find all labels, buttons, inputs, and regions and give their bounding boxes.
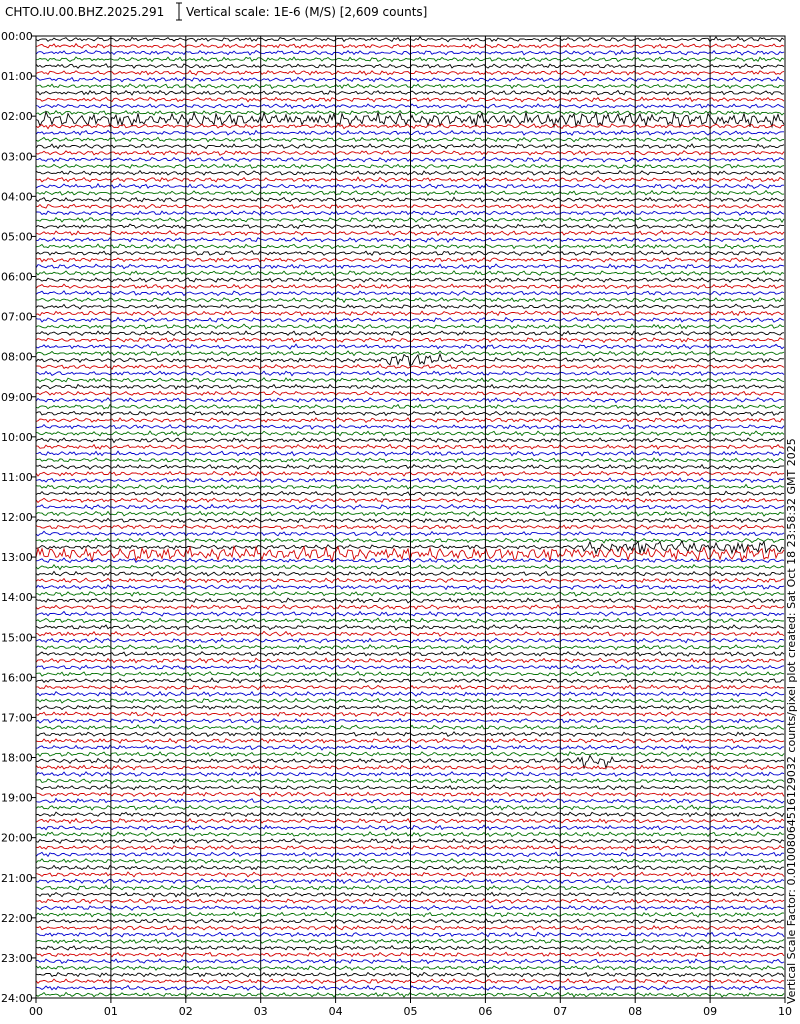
y-tick-label: 03:00 (1, 150, 33, 164)
y-tick-label: 08:00 (1, 350, 33, 364)
x-tick-label: 10 (778, 1005, 792, 1018)
y-tick-label: 19:00 (1, 791, 33, 805)
x-tick-label: 07 (553, 1005, 568, 1018)
y-tick-label: 06:00 (1, 270, 33, 284)
x-tick-label: 06 (478, 1005, 493, 1018)
y-tick-label: 07:00 (1, 310, 33, 324)
y-tick-label: 10:00 (1, 430, 33, 444)
side-note: Vertical Scale Factor: 0.01008064516129032 counts/pixel plot created: Sat Oct 18 23:58:32 GMT 2025 (785, 438, 798, 1004)
y-tick-label: 24:00 (1, 992, 33, 1005)
y-tick-label: 05:00 (1, 230, 33, 244)
y-tick-label: 00:00 (1, 30, 33, 43)
y-tick-label: 01:00 (1, 70, 33, 84)
y-tick-label: 12:00 (1, 511, 33, 524)
y-tick-label: 15:00 (1, 631, 33, 645)
y-tick-label: 17:00 (1, 711, 33, 725)
y-tick-label: 13:00 (1, 551, 33, 565)
x-tick-label: 02 (178, 1005, 193, 1018)
y-tick-label: 11:00 (1, 470, 33, 484)
x-tick-label: 03 (253, 1005, 268, 1018)
x-tick-label: 05 (403, 1005, 418, 1018)
y-tick-label: 09:00 (1, 390, 33, 404)
y-tick-label: 18:00 (1, 751, 33, 765)
y-tick-label: 23:00 (1, 951, 33, 965)
y-tick-label: 04:00 (1, 190, 33, 204)
x-tick-label: 04 (328, 1005, 343, 1018)
x-tick-labels (29, 1005, 792, 1018)
y-tick-label: 14:00 (1, 591, 33, 605)
x-tick-label: 01 (103, 1005, 118, 1018)
x-tick-label: 09 (703, 1005, 718, 1018)
x-tick-label: 00 (29, 1005, 43, 1018)
y-tick-label: 22:00 (1, 911, 33, 925)
station-label: CHTO.IU.00.BHZ.2025.291 (5, 5, 165, 19)
y-tick-label: 20:00 (1, 831, 33, 845)
scale-bar-icon (176, 3, 182, 20)
y-tick-labels (1, 30, 33, 1005)
scale-label: Vertical scale: 1E-6 (M/S) [2,609 counts] (186, 5, 428, 19)
y-tick-label: 02:00 (1, 110, 33, 124)
x-tick-label: 08 (628, 1005, 643, 1018)
y-tick-label: 21:00 (1, 871, 33, 885)
y-tick-label: 16:00 (1, 671, 33, 685)
